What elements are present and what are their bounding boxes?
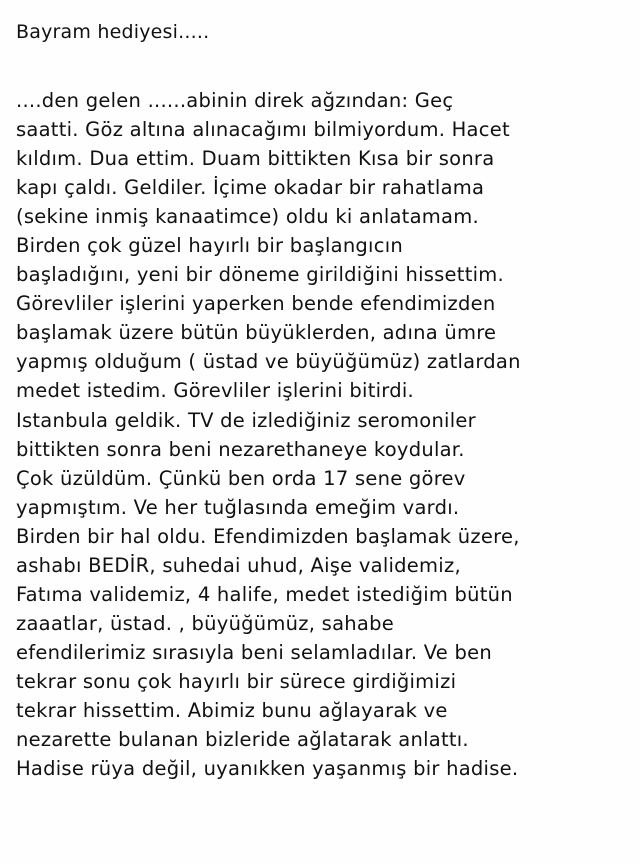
text-line: saatti. Göz altına alınacağımı bilmiyordum. Hacet <box>16 118 510 142</box>
text-line: Birden bir hal oldu. Efendimizden başlamak üzere, <box>16 524 520 548</box>
text-line: Çok üzüldüm. Çünkü ben orda 17 sene görev <box>16 466 466 490</box>
text-line: yapmıştım. Ve her tuğlasında emeğim vardı. <box>16 495 460 519</box>
note-title: Bayram hediyesi..... <box>16 21 210 43</box>
text-line: başlamak üzere bütün büyüklerden, adına ümre <box>16 321 497 345</box>
text-line: yapmış olduğum ( üstad ve büyüğümüz) zatlardan <box>16 350 521 374</box>
text-line: Görevliler işlerini yaperken bende efendimizden <box>16 292 496 316</box>
text-line: Fatıma validemiz, 4 halife, medet istediğim bütün <box>16 582 513 606</box>
text-line: ashabı BEDİR, suhedai uhud, Aişe validemiz, <box>16 553 461 577</box>
text-line: kapı çaldı. Geldiler. İçime okadar bir rahatlama <box>16 176 485 200</box>
text-line: başladığını, yeni bir döneme girildiğini hissettim. <box>16 263 504 287</box>
text-line: tekrar hissettim. Abimiz bunu ağlayarak ve <box>16 698 448 722</box>
text-line: Istanbula geldik. TV de izlediğiniz seromoniler <box>16 408 476 432</box>
text-line: bittikten sonra beni nezarethaneye koydular. <box>16 437 465 461</box>
text-line: efendilerimiz sırasıyla beni selamladılar. Ve ben <box>16 640 492 664</box>
text-line: Hadise rüya değil, uyanıkken yaşanmış bir hadise. <box>16 757 519 781</box>
text-line: ....den gelen ......abinin direk ağzından: Geç <box>16 89 454 112</box>
text-line: tekrar sonu çok hayırlı bir sürece girdiğimizi <box>16 669 457 693</box>
text-line: medet istedim. Görevliler işlerini bitirdi. <box>16 379 414 403</box>
text-line: (sekine inmiş kanaatimce) oldu ki anlatamam. <box>16 205 479 229</box>
text-line: kıldım. Dua ettim. Duam bittikten Kısa bir sonra <box>16 147 495 171</box>
text-line: nezarette bulanan bizleride ağlatarak anlattı. <box>16 728 469 752</box>
note-body <box>16 86 632 783</box>
text-line: Birden çok güzel hayırlı bir başlangıcın <box>16 234 403 258</box>
text-line: zaaatlar, üstad. , büyüğümüz, sahabe <box>16 611 394 635</box>
